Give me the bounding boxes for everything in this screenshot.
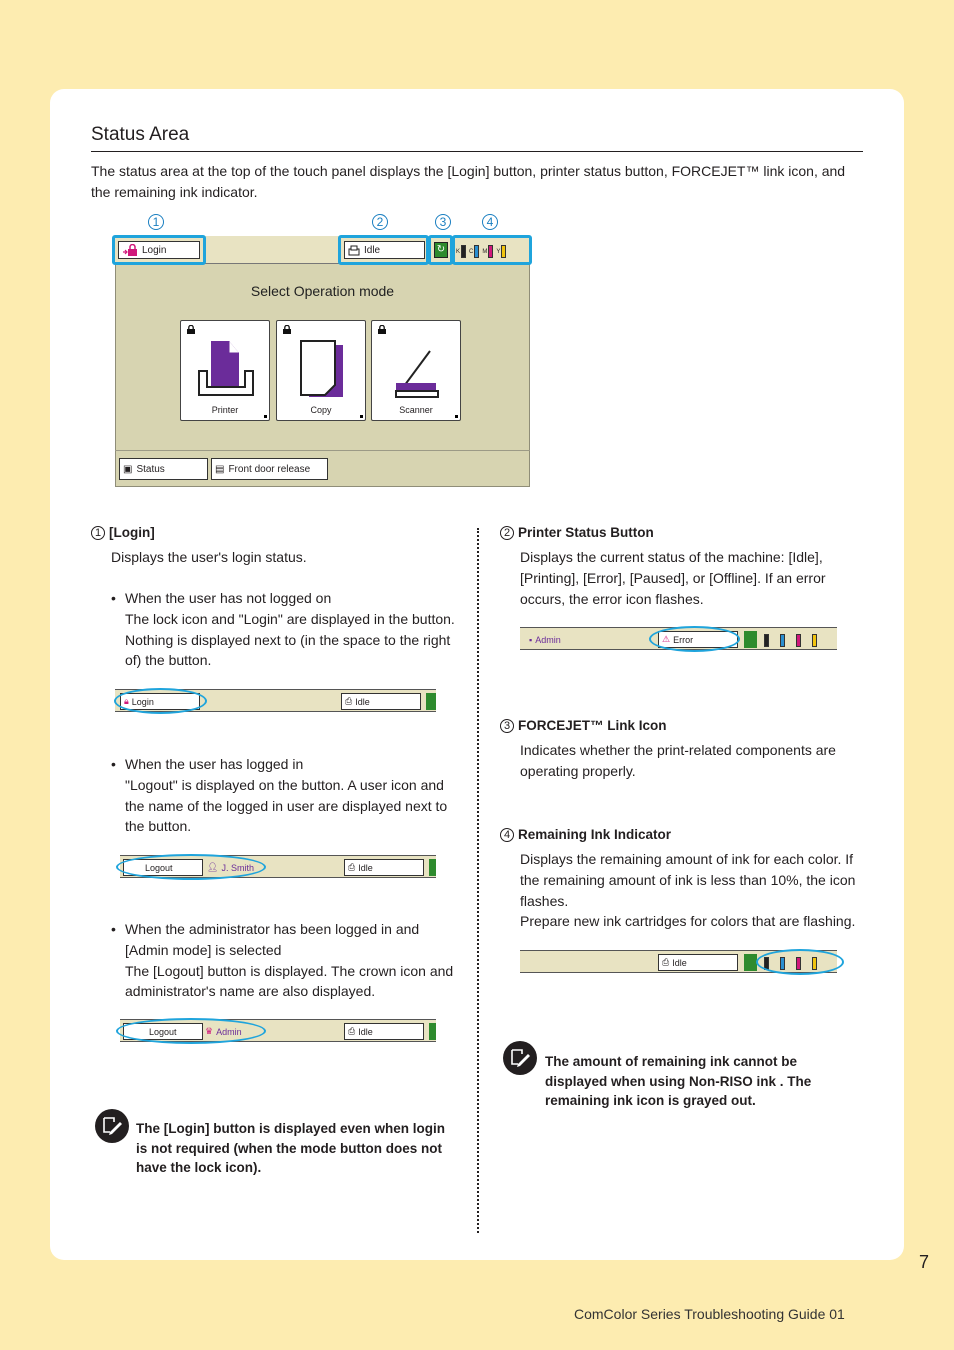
admin-name: Admin <box>535 634 561 645</box>
callout-3: 3 <box>435 214 451 230</box>
status-button[interactable] <box>119 458 208 480</box>
footer-text: ComColor Series Troubleshooting Guide 01 <box>574 1306 845 1322</box>
section-title-forcejet: FORCEJET™ Link Icon <box>518 718 667 733</box>
ink-label-k: K <box>456 248 461 255</box>
forcejet-link-icon <box>426 693 436 710</box>
copy-mode-label: Copy <box>310 405 332 415</box>
callout-4: 4 <box>482 214 498 230</box>
bullet-dot: • <box>111 756 116 772</box>
logout-oval-highlight <box>116 854 266 880</box>
ink-label-m: M <box>482 248 488 255</box>
login-oval-highlight <box>114 688 207 714</box>
status-button-label: Status <box>136 463 165 475</box>
front-door-label: Front door release <box>228 463 311 475</box>
bullet-dot: • <box>111 921 116 937</box>
ink-note: The amount of remaining ink cannot be displayed when using Non-RISO ink . The remaining ink icon is grayed out. <box>545 1054 812 1108</box>
printer-icon: ⎙ <box>348 1026 356 1036</box>
bullet-title: When the user has not logged on <box>125 590 332 606</box>
scanner-mode-button[interactable] <box>371 320 461 421</box>
forcejet-description: Indicates whether the print-related components are operating properly. <box>520 742 836 779</box>
ink-m-icon <box>796 634 801 647</box>
printer-mode-icon <box>197 339 255 399</box>
bullet-detail: The [Logout] button is displayed. The crown icon and administrator's name are also displayed. <box>125 962 454 1000</box>
status-monitor-icon: ▣ <box>123 463 133 475</box>
printer-mode-label: Printer <box>211 405 239 415</box>
ink-indicator-heading <box>500 827 671 842</box>
note-pencil-icon <box>503 1041 537 1075</box>
error-icon: ⚠ <box>662 634 671 644</box>
strip-button-label: Logout <box>149 1026 177 1037</box>
strip-button-label: Login <box>131 696 154 707</box>
copy-mode-button[interactable] <box>276 320 366 421</box>
title-rule <box>91 151 863 152</box>
corner-mark <box>264 415 267 418</box>
bottom-divider <box>115 450 530 451</box>
login-button[interactable] <box>118 241 200 259</box>
lock-icon <box>378 325 386 334</box>
corner-mark <box>455 415 458 418</box>
ink-c-icon <box>780 634 785 647</box>
note-pencil-icon <box>95 1109 129 1143</box>
forcejet-link-icon[interactable]: ↻ <box>434 242 448 258</box>
ink-indicator-example <box>764 632 820 650</box>
admin-user <box>529 631 561 648</box>
error-oval-highlight <box>649 626 740 652</box>
ink-y-icon <box>812 634 817 647</box>
idle-status-example <box>658 954 738 971</box>
section-number: 3 <box>500 719 514 733</box>
printer-status-description: Displays the current status of the machine: [Idle], [Printing], [Error], [Paused], or [Offline]. If an error occurs, the error icon flashes. <box>520 549 826 607</box>
callout-1: 1 <box>148 214 164 230</box>
lock-icon <box>283 325 291 334</box>
ink-k-icon <box>461 245 466 258</box>
strip-button-label: Logout <box>145 862 173 873</box>
user-name: J. Smith <box>221 862 254 873</box>
section-number: 2 <box>500 526 514 540</box>
section-number: 1 <box>91 526 105 540</box>
copy-mode-icon <box>297 339 347 399</box>
strip-status-label: Idle <box>355 696 370 707</box>
user-icon: 👤︎ <box>207 862 219 872</box>
login-section-heading <box>91 525 155 540</box>
login-label: Login <box>142 244 167 256</box>
strip-status-label: Idle <box>358 862 373 873</box>
bullet-detail: "Logout" is displayed on the button. A user icon and the name of the logged in user are displayed next to the button. <box>125 776 448 835</box>
section-title-login: [Login] <box>109 525 155 540</box>
forcejet-heading <box>500 718 667 733</box>
login-note: The [Login] button is displayed even when login is not required (when the mode button does not have the lock icon). <box>136 1121 446 1175</box>
column-divider <box>477 528 479 1233</box>
forcejet-link-icon <box>429 1023 436 1040</box>
ink-indicator-description <box>520 849 865 932</box>
lock-icon: 🔒︎ <box>124 696 129 706</box>
idle-status-example <box>344 1023 424 1040</box>
section-number: 4 <box>500 828 514 842</box>
printer-icon: ⎙ <box>348 862 356 872</box>
bullet-admin <box>111 919 455 1002</box>
ink-label-c: C <box>469 248 474 255</box>
bullet-title: When the administrator has been logged in and [Admin mode] is selected <box>125 921 420 958</box>
mode-title: Select Operation mode <box>250 283 395 299</box>
door-icon: ▤ <box>215 463 225 475</box>
admin-name: Admin <box>216 1026 242 1037</box>
scanner-mode-label: Scanner <box>399 405 433 415</box>
ink-k-icon <box>764 634 769 647</box>
forcejet-link-icon <box>429 859 436 876</box>
printer-status-heading <box>500 525 654 540</box>
ink-prepare-text: Prepare new ink cartridges for colors that are flashing. <box>520 913 856 930</box>
idle-status-example <box>344 859 424 876</box>
printer-status-button[interactable] <box>344 241 425 259</box>
section-title: Status Area <box>91 124 190 145</box>
section-title-status: Printer Status Button <box>518 525 654 540</box>
remaining-ink-indicator[interactable] <box>456 243 528 259</box>
printer-icon: ⎙ <box>662 957 670 967</box>
admin-icon: ▪ <box>529 634 533 645</box>
ink-label-y: Y <box>496 248 501 255</box>
idle-status-example <box>341 693 421 710</box>
lock-icon <box>122 244 138 256</box>
strip-status-label: Error <box>673 634 694 645</box>
admin-oval-highlight <box>116 1018 266 1044</box>
printer-icon <box>348 245 360 256</box>
printer-mode-button[interactable] <box>180 320 270 421</box>
forcejet-link-icon <box>744 631 757 648</box>
ink-c-icon <box>474 245 479 258</box>
intro-text: The status area at the top of the touch panel displays the [Login] button, printer status button, FORCEJET™ link icon, and the remaining ink indicator. <box>91 163 846 200</box>
status-label: Idle <box>364 244 381 256</box>
ink-y-icon <box>501 245 506 258</box>
ink-oval-highlight <box>756 949 844 975</box>
ink-description-text: Displays the remaining amount of ink for each color. If the remaining amount of ink is less than 10%, the icon flashes. <box>520 851 856 909</box>
front-door-release-button[interactable] <box>211 458 328 480</box>
bullet-logged-in <box>111 754 455 837</box>
bullet-not-logged-on <box>111 588 455 671</box>
callout-2: 2 <box>372 214 388 230</box>
scanner-mode-icon <box>392 347 442 401</box>
printer-icon: ⎙ <box>345 696 353 706</box>
strip-status-label: Idle <box>358 1026 373 1037</box>
ink-m-icon <box>488 245 493 258</box>
lock-icon <box>187 325 195 334</box>
bullet-title: When the user has logged in <box>125 756 304 772</box>
bullet-detail: The lock icon and "Login" are displayed in the button. Nothing is displayed next to (in the space to the right of) the button. <box>125 610 455 669</box>
section-title-ink: Remaining Ink Indicator <box>518 827 672 842</box>
corner-mark <box>360 415 363 418</box>
crown-icon: ♛ <box>205 1026 214 1036</box>
page-number: 7 <box>919 1252 930 1272</box>
bullet-dot: • <box>111 590 116 606</box>
strip-status-label: Idle <box>672 957 687 968</box>
login-description: Displays the user's login status. <box>111 549 307 565</box>
